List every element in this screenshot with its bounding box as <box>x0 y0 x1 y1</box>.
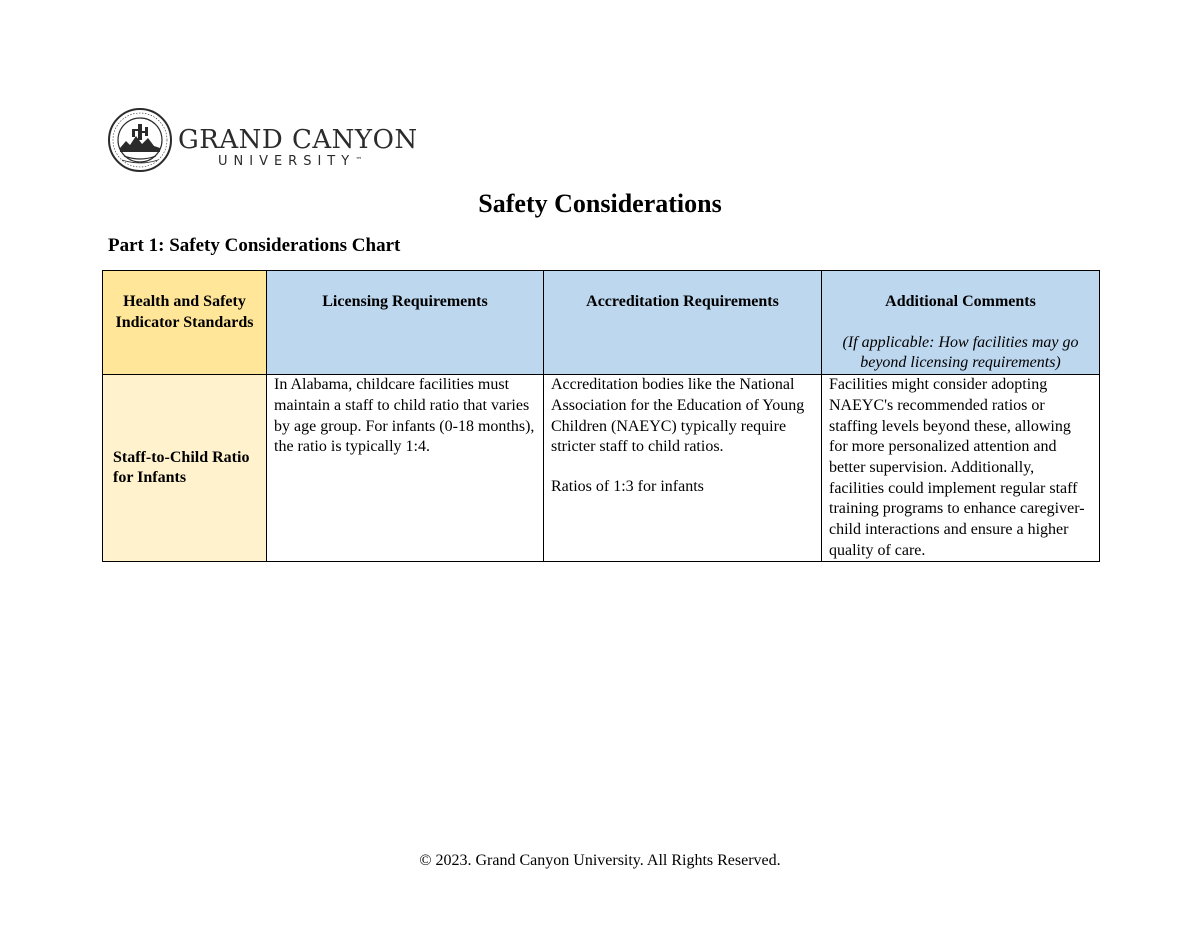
indicator-cell: Staff-to-Child Ratio for Infants <box>103 375 267 562</box>
copyright-footer: © 2023. Grand Canyon University. All Rights Reserved. <box>419 852 781 869</box>
logo-subtitle-text: UNIVERSITY <box>218 154 356 169</box>
comments-cell: Facilities might consider adopting NAEYC's recommended ratios or staffing levels beyond these, allowing for more personalized attention and better supervision. Additionally, facilities could implement regular staff training programs to enhance caregiver-child interactions and ensure a higher quality of care. <box>822 375 1100 562</box>
accreditation-ratio-text: Ratios of 1:3 for infants <box>551 477 704 495</box>
accreditation-cell <box>544 375 822 562</box>
logo-subtitle <box>218 154 362 170</box>
page-title: Safety Considerations <box>478 189 722 218</box>
header-licensing-requirements: Licensing Requirements <box>267 271 544 375</box>
header-additional-comments-note: (If applicable: How facilities may go beyond licensing requirements) <box>842 333 1079 372</box>
table-row <box>103 375 1100 562</box>
accreditation-text: Accreditation bodies like the National Association for the Education of Young Children (NAEYC) typically require stricter staff to child ratios. <box>551 376 805 456</box>
table-header-row <box>103 271 1100 375</box>
header-indicator-standards: Health and Safety Indicator Standards <box>103 271 267 375</box>
university-logo <box>108 108 418 176</box>
header-additional-comments-label: Additional Comments <box>885 293 1036 310</box>
header-accreditation-requirements: Accreditation Requirements <box>544 271 822 375</box>
university-seal-icon <box>108 108 172 172</box>
trademark-mark: ™ <box>355 156 363 164</box>
part-heading: Part 1: Safety Considerations Chart <box>108 235 401 256</box>
logo-name: GRAND CANYON <box>178 125 418 155</box>
safety-considerations-table <box>102 270 1100 562</box>
licensing-cell: In Alabama, childcare facilities must maintain a staff to child ratio that varies by age group. For infants (0-18 months), the ratio is typically 1:4. <box>267 375 544 562</box>
header-additional-comments <box>822 271 1100 375</box>
